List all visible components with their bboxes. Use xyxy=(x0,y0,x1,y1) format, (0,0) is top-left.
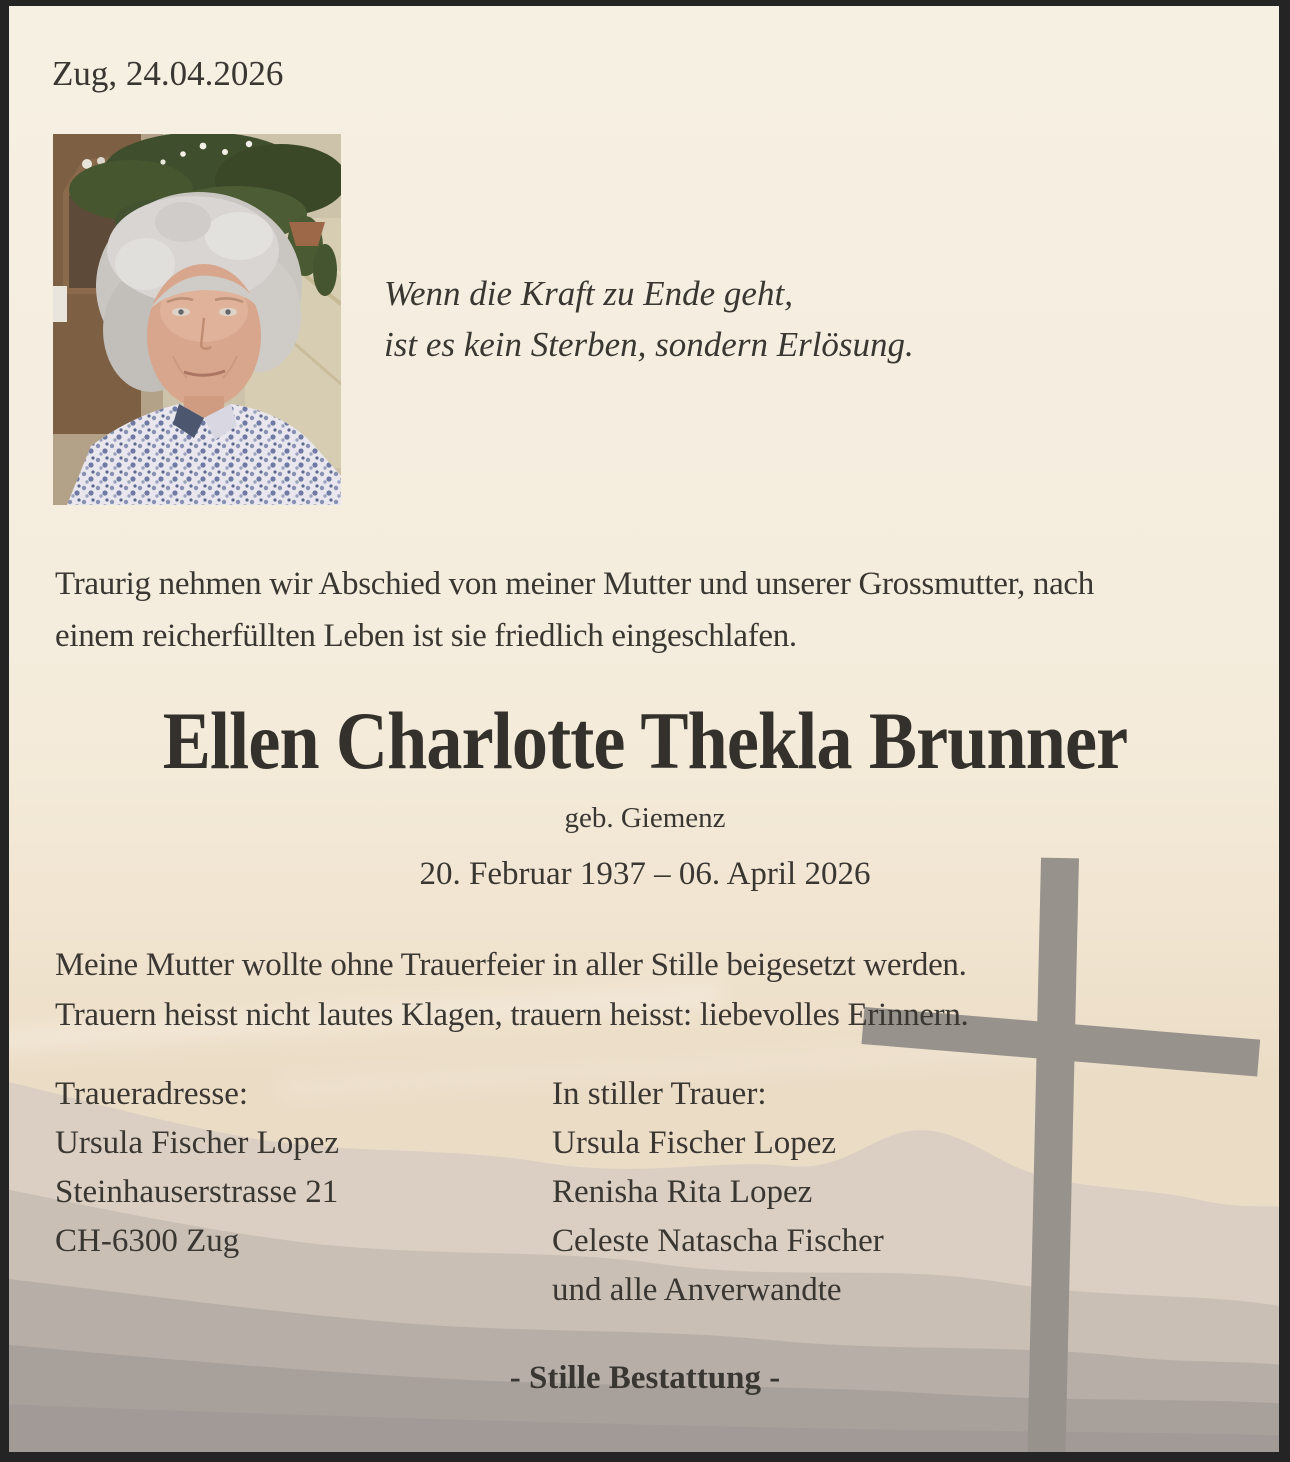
mourning-address-heading: Traueradresse: xyxy=(55,1076,249,1112)
mourner-line: Celeste Natascha Fischer xyxy=(552,1223,884,1259)
intro-paragraph xyxy=(55,558,1094,662)
address-line: Steinhauserstrasse 21 xyxy=(55,1174,339,1210)
deceased-name: Ellen Charlotte Thekla Brunner xyxy=(162,695,1128,786)
quote-line: ist es kein Sterben, sondern Erlösung. xyxy=(384,325,914,364)
intro-line: Traurig nehmen wir Abschied von meiner Mutter und unserer Grossmutter, nach xyxy=(55,566,1094,602)
mourner-line: Ursula Fischer Lopez xyxy=(552,1125,837,1161)
address-line: CH-6300 Zug xyxy=(55,1223,240,1259)
farewell-line: Trauern heisst nicht lautes Klagen, trauern heisst: liebevolles Erinnern. xyxy=(55,997,969,1033)
maiden-name: geb. Giemenz xyxy=(564,802,726,834)
mourner-line: und alle Anverwandte xyxy=(552,1272,842,1308)
quote-line: Wenn die Kraft zu Ende geht, xyxy=(384,274,793,313)
memorial-quote xyxy=(384,268,914,370)
farewell-line: Meine Mutter wollte ohne Trauerfeier in aller Stille beigesetzt werden. xyxy=(55,947,967,983)
dateline: Zug, 24.04.2026 xyxy=(52,54,284,93)
burial-note: - Stille Bestattung - xyxy=(509,1360,781,1396)
mourning-address xyxy=(55,1070,339,1266)
mourners-list xyxy=(552,1070,884,1315)
life-dates: 20. Februar 1937 – 06. April 2026 xyxy=(419,856,871,892)
farewell-paragraph xyxy=(55,940,968,1040)
address-line: Ursula Fischer Lopez xyxy=(55,1125,340,1161)
portrait-photo xyxy=(53,134,341,505)
intro-line: einem reicherfüllten Leben ist sie friedlich eingeschlafen. xyxy=(55,618,797,654)
mourner-line: Renisha Rita Lopez xyxy=(552,1174,813,1210)
mourners-heading: In stiller Trauer: xyxy=(552,1076,767,1112)
